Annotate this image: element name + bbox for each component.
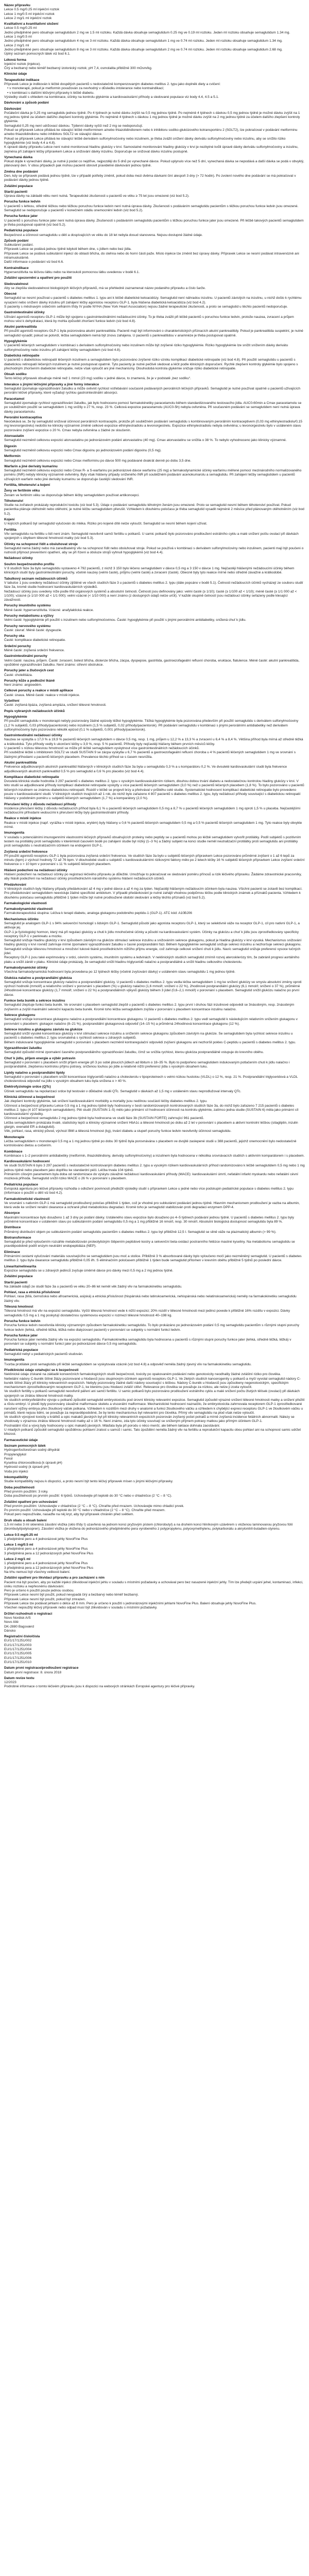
paragraph: Den, kdy se přípravek podává jednou týdně, lze v případě potřeby změnit, pokud doba mezi dvěma dávkami činí alespoň 3 dny (> 72 hodin). Po zvolení nového dne podávání se má pokračovat v podávání dávky jednou týdně. <box>4 174 296 182</box>
section-heading: Paracetamol <box>4 397 25 401</box>
section-heading: Porucha funkce ledvin <box>4 200 41 204</box>
paragraph: Další informace o podávání viz bod 6.6. <box>4 260 64 264</box>
paragraph: U pacientů léčených semaglutidem v kombinaci s derivátem sulfonylmočoviny nebo inzulinem může být zvýšené riziko hypoglykémie. Riziko hypoglykémie lze snížit snížením dávky derivátu sulfonylmočoviny nebo inzulinu při zahájení léčby semaglutidem (viz bod 4.8). <box>4 344 288 352</box>
paragraph: Pro předávkování semaglutidem neexistuje žádné specifické antidotum. V případě předávkování je nutné zahájit vhodnou podpůrnou léčbu podle klinických známek a příznaků pacienta. Vzhledem k dlouhému poločasu semaglutidu přibližně 1 týden může být nutné prodloužené období sledování a léčby těchto příznaků (viz bod 5.2). <box>4 891 301 900</box>
paragraph: Datum první registrace: 8. února 2018 <box>4 1670 62 1674</box>
paragraph: Semaglutid zpomaluje vyprazdňování žaludku a může ovlivnit rychlost vstřebávání současně podávaných perorálních léčivých přípravků. Semaglutid je nutné používat opatrně u pacientů užívajících perorální léčivé přípravky, které vyžadují rychlou gastrointestinální absorpci. <box>4 387 301 395</box>
paragraph: Reakce v místě injekce (např. vyrážka v místě injekce, erytém) byly hlášeny u 0,6 % pacientů léčených semaglutidem 0,5 mg a 0,5 % pacientů léčených semaglutidem 1 mg. Tyto reakce byly obvykle mírné. <box>4 821 302 829</box>
paragraph: Primárním cílovým parametrem byla doba od randomizace do výskytu závažné nežádoucí kardiovaskulární příhody (MACE): kardiovaskulární úmrtí, nefatální infarkt myokardu nebo nefatální cévní mozková příhoda. Semaglutid snížil riziko MACE o 26 % v porovnání s placebem. <box>4 1173 298 1181</box>
paragraph: U pacientů s lehkou, středně těžkou nebo těžkou poruchou funkce ledvin není nutná úprava dávky. Zkušenosti s podáváním semaglutidu pacientům s těžkou poruchou funkce ledvin jsou omezené. Semaglutid se nedoporučuje u pacientů v konečném stádiu onemocnění ledvin (viz bod 5.2). <box>4 204 299 213</box>
paragraph: U kojících potkanů byl semaglutid vylučován do mléka. Riziko pro kojené dítě nelze vyloučit. Semaglutid se nesmí během kojení užívat. <box>4 522 208 526</box>
section-heading: Glukóza nalačno a postprandiální glukóza <box>4 976 72 980</box>
section-heading: Datum revize textu <box>4 1676 35 1680</box>
section-heading: Eliminace <box>4 1250 20 1254</box>
section-heading: Přerušení léčby z důvodu nežádoucí příhody <box>4 802 76 806</box>
section-heading: Souhrn bezpečnostního profilu <box>4 562 55 566</box>
section-heading: Warfarin a jiné deriváty kumarinu <box>4 464 58 468</box>
paragraph: Časté: zvýšená lipáza, zvýšená amyláza, snížení tělesné hmotnosti. <box>4 703 107 707</box>
section-heading: Fertilita, těhotenství a kojení <box>4 483 50 487</box>
paragraph: Semaglutid v porovnání s placebem snížil příjem energie při 3 po sobě jdoucích jídlech ad libitum o 18–35 %. Bylo to podpořeno semaglutidem indukovaným potlačením chuti k jídlu nalačno i postprandiálně, zlepšenou kontrolou příjmu potravy, sníženou touhou po jídle a relativně nižší preferencí jídla s vysokým obsahem tuku. <box>4 1060 290 1069</box>
paragraph: Přípravek Lekce je indikován k léčbě dospělých pacientů s nedostatečně kompenzovaným diabetes mellitus 2. typu jako doplněk diety a cvičení: <box>4 82 221 87</box>
paragraph: V tabulce 1 jsou uvedeny nežádoucí účinky zjištěné ve všech studiích fáze 3 u pacientů s diabetes mellitus 2. typu (dále popsáno v bodě 5.1). Četnosti nežádoucích účinků vycházejí ze souboru studií fáze 3a, kromě studie hodnocení kardiovaskulárních výsledků. <box>4 581 303 589</box>
paragraph: Přípravek Lekce nesmí být použit, pokud nevypadá čirý a bezbarvý nebo téměř bezbarvý. <box>4 1593 139 1597</box>
paragraph: Na základě údajů ze studií fáze 3a u pacientů ve věku 20–86 let neměl věk žádný vliv na farmakokinetiku semaglutidu. <box>4 1284 182 1289</box>
paragraph: V souladu s potenciálními imunogenními vlastnostmi léčivých přípravků obsahujících proteiny nebo peptidy se u pacientů mohou po léčbě semaglutidem vytvořit protilátky. Podíl subjektů s pozitivním testem na protilátky proti semaglutidu v kterémkoli časovém bodě po zahájení studie byl nízký (1–3 %) a žádný subjekt na konci studie neměl neutralizační protilátky proti semaglutidu ani protilátky proti semaglutidu s neutralizačním účinkem na endogenní GLP-1. <box>4 835 301 848</box>
paragraph: Po prvním použití: Uchovávejte při teplotě do 30 °C nebo v chladničce (2 °C – 8 °C). Chraňte před mrazem. <box>4 1509 166 1513</box>
section-heading: Seznam pomocných látek <box>4 1444 46 1448</box>
paragraph: Jedno předplněné pero obsahuje semaglutidum 4 mg ve 3 ml roztoku. Každá dávka obsahuje semaglutidum 1 mg ve 0.74 ml roztoku. Jeden ml roztoku obsahuje semaglutidum 1.34 mg. <box>4 39 283 43</box>
section-heading: Tělesná hmotnost <box>4 1305 33 1309</box>
paragraph: DK-2880 Bagsværd <box>4 1624 34 1629</box>
paragraph: Pohlaví, rasa (bílá, černošská nebo afroamerická, asijská) a etnická příslušnost (hispánská nebo latinskoamerická, nehispánská nebo nelatinskoamerická) neměly na farmakokinetiku semaglutidu žádný vliv. <box>4 1295 297 1303</box>
paragraph: Semaglutid nemá žádný nebo má zanedbatelný vliv na schopnost řídit nebo obsluhovat stroje. Pokud se používá v kombinaci s derivátem sulfonylmočoviny nebo inzulinem, pacienti mají být poučeni o nutnosti přijmout preventivní opatření, aby se při řízení a obsluze strojů vyhnuli hypoglykémii (viz bod 4.4). <box>4 546 304 555</box>
paragraph: Semaglutid způsobil mírné zpomalení časného postprandiálního vyprazdňování žaludku, čímž se snížila rychlost, kterou glukóza postprandiálně vstupuje do krevního oběhu. <box>4 1050 264 1055</box>
section-heading: Předklinické údaje vztahující se k bezpečnosti <box>4 1368 79 1372</box>
paragraph: Semaglutid snižuje koncentrace glukagonu nalačno a postprandiální koncentrace glukagonu. U pacientů s diabetes mellitus 2. typu vedl semaglutid k následujícím relativním snížením glukagonu v porovnání s placebem: glukagon nalačno (8–21 %), postprandiální glukagonová odpověď (14–15 %) a průměrná 24hodinová koncentrace glukagonu (12 %). <box>4 1018 298 1026</box>
section-heading: Starší pacienti <box>4 190 28 194</box>
paragraph: Tento léčivý přípravek obsahuje méně než 1 mmol (23 mg) sodíku v jedné dávce, to znamená, že je v podstatě „bez sodíku“. <box>4 377 191 381</box>
paragraph: Tělesná hmotnost má vliv na expozici semaglutidu. Vyšší tělesná hmotnost vede k nižší expozici; 20% rozdíl v tělesné hmotnosti mezi jedinci povede k přibližně 16% rozdílu v expozici. Dávky semaglutidu 0,5 mg a 1 mg poskytují dostatečnou systémovou expozici v rozmezí tělesné hmotnosti 40–198 kg. <box>4 1309 290 1317</box>
section-heading: Lekce 2 mg/1 ml <box>4 1557 30 1562</box>
paragraph: Ve srovnání s nativním GLP-1 má semaglutid prodloužený poločas přibližně 1 týden, což je vhodné pro subkutánní podávání jednou týdně. Hlavním mechanismem prodloužení je vazba na albumin, která vede ke snížení renální clearance a ochraně před metabolickou degradací. Kromě toho je semaglutid stabilizován proti degradaci enzymem DPP-4. <box>4 1201 300 1210</box>
paragraph: Lekce 2 mg/1 ml <box>4 43 29 47</box>
paragraph: Studie na zvířatech prokázaly reprodukční toxicitu (viz bod 5.3). Údaje o podávání semaglutidu těhotným ženám jsou omezené. Proto se semaglutid nesmí během těhotenství používat. Pokud pacientka plánuje otěhotnět nebo otěhotní, je nutné léčbu semaglutidem přerušit. Vzhledem k dlouhému poločasu je třeba semaglutid vysadit nejméně 2 měsíce před plánovaným otěhotněním (viz bod 5.2). <box>4 503 304 516</box>
section-heading: Zvláštní populace <box>4 1275 33 1279</box>
paragraph: Velmi časté: nauzea, průjem. Časté: zvracení, bolest břicha, distenze břicha, zácpa, dyspepsie, gastritida, gastroezofageální refluxní choroba, eruktace, flatulence. Méně časté: akutní pankreatitida, opožděné vyprazdňování žaludku. Není známo: střevní obstrukce. <box>4 658 300 667</box>
section-heading: Mechanismus účinku <box>4 917 39 921</box>
paragraph: Přípravek Lekce nesmí být použit, pokud byl zmrazen. <box>4 1597 86 1601</box>
paragraph: Nauzea se vyskytla u 17,0 % a 19,9 % pacientů léčených semaglutidem v dávce 0,5 mg, resp. 1 mg, průjem u 12,2 % a 13,3 % a zvracení u 6,4 % a 8,4 %. Většina příhod byla mírná až středně těžká a krátkodobá. Tyto příhody vedly k ukončení léčby u 3,9 %, resp. 5 % pacientů. Příhody byly nejčastěji hlášeny během prvních měsíců léčby. <box>4 738 303 746</box>
paragraph: Všechna farmakodynamická hodnocení byla provedena po 12 týdnech léčby (včetně zvyšování dávky) v ustáleném stavu semaglutidu 1 mg jednou týdně. <box>4 970 235 974</box>
paragraph: Ženám ve fertilním věku se doporučuje během léčby semaglutidem používat antikoncepci. <box>4 493 140 497</box>
section-heading: Klinické údaje <box>4 72 27 76</box>
section-heading: Akutní pankreatitida <box>4 325 37 329</box>
paragraph: 3 předplněná pera a 12 jednorázových jehel NovoFine Plus <box>4 1551 94 1555</box>
section-heading: Imunogenita <box>4 831 25 835</box>
paragraph: Během indukované hypoglykémie semaglutid v porovnání s placebem nezměnil kontraregulační odpovědi zvýšení glukagonu ani nezhoršil pokles C-peptidu u pacientů s diabetes mellitus 2. typu. <box>4 1040 296 1044</box>
paragraph: Pokud se přípravek Lekce přidává ke stávající léčbě metforminem a/nebo thiazolidindionem nebo k inhibitoru sodíko-glukózového kotransportéru 2 (SGLT2), lze pokračovat v podávání metforminu a/nebo thiazolidindionu nebo inhibitoru SGLT2 ve stávající dávce. <box>4 128 298 137</box>
paragraph: Účinnost a bezpečnost přípravku Lekce 0,5 mg a 1 mg jednou týdně byly hodnoceny v šesti randomizovaných kontrolovaných studiích fáze 3a, do nichž bylo zařazeno 7 215 pacientů s diabetes mellitus 2. typu (4 107 léčených semaglutidem). Pět studií (SUSTAIN 1–5) mělo jako primární cíl hodnocení účinnosti na kontrolu glykémie, zatímco jedna studie (SUSTAIN 6) měla jako primární cíl kardiovaskulární výsledky. <box>4 1104 299 1116</box>
section-heading: Starší pacienti <box>4 1280 28 1284</box>
section-heading: Zvláštní upozornění a opatření pro použití <box>4 276 72 280</box>
paragraph: Semaglutid snižuje hladinu glukózy v krvi způsobem závislým na glukóze stimulací sekrece inzulinu a snižováním sekrece glukagonu, pokud je hladina glukózy v krvi vysoká. Mechanismus snižování hladiny glukózy v krvi rovněž zahrnuje mírné zpomalení vyprazdňování žaludku v časné postprandiální fázi. Během hypoglykémie semaglutid snižuje sekreci inzulinu a nezhoršuje sekreci glukagonu. <box>4 939 302 947</box>
section-heading: Způsob podání <box>4 239 29 243</box>
paragraph: Novo Nordisk A/S <box>4 1616 31 1620</box>
paragraph: Věk, pohlaví, rasa, etnický původ, výchozí BMI a tělesná hmotnost (kg), trvání diabetu a stupeň poruchy funkce ledvin neovlivnily účinnost semaglutidu. <box>4 1129 232 1133</box>
paragraph: GLP-1 je fyziologický hormon, který má při regulaci glukózy a chuti k jídlu mnohočetné účinky a působí na kardiovaskulární systém. Účinky na glukózu a chuť k jídlu jsou zprostředkovány specificky receptory GLP-1 v pankreatu a mozku. <box>4 930 299 938</box>
paragraph: Semaglutid se nesmí používat u pacientů s diabetes mellitus 1. typu ani k léčbě diabetické ketoacidózy. Semaglutid není náhradou inzulinu. U pacientů závislých na inzulinu, u nichž došlo k rychlému vysazení nebo snížení dávky inzulinu při zahájení léčby agonistou receptoru GLP-1, byla hlášena diabetická ketoacidóza (viz bod 4.2). <box>4 296 302 304</box>
section-heading: Celkové poruchy a reakce v místě aplikace <box>4 689 73 693</box>
section-heading: Pediatrická populace <box>4 1348 38 1352</box>
section-heading: Účinky na schopnost řídit a obsluhovat stroje <box>4 542 78 546</box>
section-heading: Předávkování <box>4 883 26 887</box>
paragraph: Porucha funkce ledvin neovlivnila klinicky významným způsobem farmakokinetiku semaglutidu. To bylo prokázáno po jednorázovém podání 0,5 mg semaglutidu pacientům s různými stupni poruchy funkce ledvin (lehká, středně těžká, těžká nebo dialyzovaní pacienti) v porovnání se subjekty s normální funkcí ledvin. <box>4 1324 300 1332</box>
paragraph: Pokud se přípravek Lekce přidává ke stávající léčbě derivátem sulfonylmočoviny nebo inzulinem, je třeba zvážit snížení dávky derivátu sulfonylmočoviny nebo inzulinu, aby se snížilo riziko hypoglykémie (viz body 4.4 a 4.8). <box>4 137 286 145</box>
paragraph: Hlášení podezření na nežádoucí účinky po registraci léčivého přípravku je důležité. Umožňuje to pokračovat ve sledování poměru přínosů a rizik léčivého přípravku. Žádáme zdravotnické pracovníky, aby hlásili podezření na nežádoucí účinky prostřednictvím národního systému hlášení nežádoucích účinků. <box>4 873 302 881</box>
paragraph: Úplný seznam pomocných látek viz bod 6.1. <box>4 52 71 56</box>
paragraph: Semaglutid nezměnil celkovou expozici atorvastatinu po jednorázovém podání atorvastatinu (40 mg). Cmax atorvastatinu se snížila o 38 %. To nebylo vyhodnoceno jako klinicky významné. <box>4 438 287 443</box>
section-heading: Poruchy kůže a podkožní tkáně <box>4 679 55 683</box>
section-heading: Inkompatibility <box>4 1476 28 1480</box>
paragraph: Hydroxid sodný (k úpravě pH) <box>4 1465 49 1469</box>
section-heading: Lekce 0.5 mg/0.25 ml <box>4 1533 38 1537</box>
paragraph: Semaglutid snížil vysoké koncentrace glukózy v krvi stimulací sekrece inzulinu a snížením sekrece glukagonu způsobem závislým na glukóze. Se semaglutidem byla rychlost sekrece inzulinu u pacientů s diabetes mellitus 2. typu srovnatelná s rychlostí sekrece u zdravých subjektů. <box>4 1032 293 1040</box>
paragraph: Přípravek Lekce lze podávat jehlami o délce až 8 mm. Pero je určeno k použití s jednorázovými injekčními jehlami NovoFine Plus. Balení obsahuje jehly NovoFine Plus. <box>4 1602 257 1606</box>
paragraph: 1,5 ml nebo 3 ml skleněná zásobní vložka (sklo třídy I) uzavřená na jednom konci pryžovým pístem (chlorobutyl) a na druhém konci hliníkovým uzávěrem s vloženou laminovanou pryžovou fólií (brombutyl/polyisopren). Zásobní vložka je vložena do jednorázového předplněného pera vyrobeného z polypropylenu, polyoxymethylenu, polykarbonátu a akrylonitril-butadien-styrenu. <box>4 1523 293 1531</box>
paragraph: Incidence přerušení léčby z důvodu nežádoucích příhod byla 6,1 % u pacientů léčených semaglutidem 0,5 mg a 8,7 % u pacientů léčených semaglutidem 1 mg oproti 1,5 % u placeba. Nejčastějšími nežádoucími příhodami vedoucími k přerušení léčby byly gastrointestinální příhody. <box>4 806 301 815</box>
section-heading: Zvláštní opatření pro uchovávání <box>4 1500 58 1504</box>
paragraph: Časté: závrať. Méně časté: dysgeuzie. <box>4 628 62 632</box>
section-heading: Farmakodynamické účinky <box>4 965 48 970</box>
section-heading: Gastrointestinální nežádoucí účinky <box>4 734 62 738</box>
paragraph: Méně časté: zvýšená srdeční frekvence. <box>4 649 65 653</box>
paragraph: Semaglutid je analogem GLP-1 s 94% sekvenční homologií s lidským GLP-1. Semaglutid působí jako agonista receptoru GLP-1, který se selektivně váže na receptor GLP-1, cíl pro nativní GLP-1, a aktivuje jej. <box>4 922 300 930</box>
paragraph: Semaglutid nebyl u pediatrických pacientů studován. <box>4 1352 83 1357</box>
paragraph: 12/2023 <box>4 1681 16 1685</box>
section-heading: Lipidy nalačno a postprandiální lipidy <box>4 1071 65 1075</box>
paragraph: Neklinické údaje získané na základě konvenčních farmakologických studií bezpečnosti, toxicity po opakovaném podávání nebo genotoxicity neodhalily žádné zvláštní riziko pro člověka. <box>4 1372 281 1377</box>
paragraph: Léčba semaglutidem prokázala trvalé, statisticky lepší a klinicky významné snížení HbA1c a tělesné hmotnosti po dobu až 2 let v porovnání s placebem a aktivní kontrolní léčbou (sitagliptin, inzulin glargin, exenatid ER a dulaglutid). <box>4 1121 298 1129</box>
section-heading: Vynechaná dávka <box>4 155 33 159</box>
section-heading: Imunogenita <box>4 1358 25 1362</box>
paragraph: EU/1/17/1251/003 <box>4 1643 32 1647</box>
section-heading: Kvalitativní a kvantitativní složení <box>4 22 59 26</box>
section-heading: Poruchy oka <box>4 634 25 638</box>
paragraph: Kyselina chlorovodíková (k úpravě pH) <box>4 1461 62 1465</box>
paragraph: Úprava dávky na základě věku není nutná. Terapeutické zkušenosti u pacientů ve věku ≥ 75 let jsou omezené (viz bod 5.2). <box>4 194 190 198</box>
section-heading: Kardiovaskulární hodnocení <box>4 1160 50 1164</box>
section-heading: Diabetická retinopatie <box>4 353 40 358</box>
paragraph: Doba použitelnosti po prvním použití: 6 týdnů. Uchovávejte při teplotě do 30 °C nebo v chladničce (2 °C – 8 °C). <box>4 1494 173 1498</box>
section-heading: Pediatrická populace <box>4 229 38 233</box>
paragraph: Semaglutid zpomaluje rychlost vyprazdňování žaludku, jak bylo hodnoceno pomocí farmakokinetiky paracetamolu během standardizovaného testovacího jídla. AUC0-60min a Cmax paracetamolu se po souběžném použití se semaglutidem 1 mg snížily o 27 %, resp. 23 %. Celková expozice paracetamolu (AUC0-5h) nebyla ovlivněna. Při současném podávání se semaglutidem není nutná úprava dávky paracetamolu. <box>4 401 302 414</box>
paragraph: Před prvním použitím: Uchovávejte v chladničce (2 °C – 8 °C). Chraňte před mrazem. Uchovávejte mimo chladicí prvek. <box>4 1504 184 1508</box>
paragraph: Na trhu nemusí být všechny velikosti balení. <box>4 1570 71 1574</box>
section-heading: Léková forma <box>4 58 26 62</box>
list-item: • v kombinaci s dalšími léčivými přípravky k léčbě diabetu. <box>7 91 95 95</box>
section-heading: Poruchy nervového systému <box>4 624 51 628</box>
section-heading: Monoterapie <box>4 1135 25 1139</box>
section-heading: Hypoglykémie <box>4 715 27 719</box>
section-heading: Pohlaví, rasa a etnická příslušnost <box>4 1291 60 1295</box>
paragraph: Semaglutid nezměnil celkovou expozici nebo Cmax digoxinu po jednorázovém podání digoxinu (0,5 mg). <box>4 448 162 452</box>
paragraph: Ve studiích embryofetálního vývoje u potkanů způsobil semaglutid embryotoxicitu pod úrovní klinicky relevantní expozice. Semaglutid způsobil výrazné snížení tělesné hmotnosti matky a snížení přežití a růstu embryí. U plodů byly pozorovány závažné malformace skeletu a viscerální malformace. Mechanistické hodnocení naznačilo, že embryotoxicita zahrnovala receptorem GLP-1 zprostředkované narušení výživy embrya přes žloutkový váček potkana. Vzhledem k rozdílům mezi druhy v anatomii a funkci žloutkového váčku a vzhledem k chybějící expresi receptoru GLP-1 ve žloutkovém váčku u primátů, které nejsou lidmi, se považuje za nepravděpodobné, že by tento mechanismus byl relevantní pro člověka. Přímý vliv semaglutidu na plod však nelze vyloučit. <box>4 1398 305 1415</box>
section-heading: Digoxin <box>4 444 17 448</box>
section-heading: Držitel rozhodnutí o registraci <box>4 1612 53 1616</box>
paragraph: Ve studii SUSTAIN 6 bylo 3 297 pacientů s nedostatečně kontrolovaným diabetes mellitus 2. typu a vysokým rizikem kardiovaskulárních příhod randomizováno k léčbě semaglutidem 0,5 mg nebo 1 mg jednou týdně nebo placebem jako doplňku ke standardní péči. Léčba trvala 104 týdnů. <box>4 1164 305 1172</box>
paragraph: Čirý a bezbarvý nebo téměř bezbarvý izotonický roztok; pH 7,4, osmolalita přibližně 300 mOsm/kg. <box>4 66 152 71</box>
section-heading: Obecné <box>4 292 17 296</box>
section-heading: Registrační číslo/čísla <box>4 1635 40 1639</box>
list-item: • v monoterapii, pokud je metformin považován za nevhodný v důsledku intolerance nebo kontraindikací; <box>7 87 164 91</box>
paragraph: Podrobné informace o tomto léčivém přípravku jsou k dispozici na webových stránkách Evropské agentury pro léčivé přípravky. <box>4 1685 195 1689</box>
section-heading: Gastrointestinální poruchy <box>4 654 47 658</box>
section-heading: Obsah sodíku <box>4 372 27 377</box>
section-heading: Porucha funkce jater <box>4 214 38 218</box>
paragraph: Maximální koncentrace bylo dosaženo 1 až 3 dny po podání dávky. Ustáleného stavu expozice bylo dosaženo po 4–5 týdnech podávání jednou týdně. U pacientů s diabetes mellitus 2. typu byly průměrné koncentrace v ustáleném stavu po subkutánním podání semaglutidu 0,5 mg a 1 mg přibližně 16 nmol/l, resp. 30 nmol/l. Absolutní biologická dostupnost semaglutidu byla 89 %. <box>4 1215 294 1224</box>
section-heading: Absorpce <box>4 1211 20 1215</box>
paragraph: V 8 studiích fáze 3a bylo semaglutidu vystaveno 4 792 pacientů, z nichž 3 150 bylo léčeno semaglutidem v dávce 0,5 mg a 3 150 v dávce 1 mg. Nejčastěji hlášenými nežádoucími účinky během klinických studií byly gastrointestinální poruchy, včetně nauzey (velmi časté), průjmu (velmi časté) a zvracení (časté). Obecně byly tyto reakce mírné nebo středně závažné a krátkodobé. <box>4 567 295 575</box>
section-heading: Akutní pankreatitida <box>4 760 37 765</box>
paragraph: EU/1/17/1251/006 <box>4 1656 32 1660</box>
section-heading: Dávkování a způsob podání <box>4 101 49 105</box>
section-heading: Farmakokinetické vlastnosti <box>4 1197 50 1201</box>
paragraph: Časté: komplikace diabetické retinopatie. <box>4 638 66 642</box>
paragraph: Při použití agonistů receptoru GLP-1 byla pozorována akutní pankreatitida. Pacienti mají být informováni o charakteristických příznacích akutní pankreatitidy. Pokud je pankreatitida suspektní, je nutné semaglutid vysadit; pokud se potvrdí, léčba semaglutidem nemá být znovu zahájena. U pacientů s pankreatitidou v anamnéze je třeba postupovat opatrně. <box>4 329 303 337</box>
section-heading: Zvláštní populace <box>4 184 33 188</box>
paragraph: EU/1/17/1251/004 <box>4 1648 32 1652</box>
paragraph: Nežádoucí účinky jsou uvedeny níže podle tříd orgánových systémů a absolutní četnosti. Četnosti jsou definovány jako: velmi časté (≥ 1/10); časté (≥ 1/100 až < 1/10); méně časté (≥ 1/1 000 až < 1/100); vzácné (≥ 1/10 000 až < 1/1 000); velmi vzácné (< 1/10 000) a není známo (z dostupných údajů nelze určit). V každé skupině četností jsou nežádoucí účinky seřazeny podle klesající závažnosti. <box>4 589 297 602</box>
paragraph: Postnatální růst a vývoj byly hodnoceny u opic makaků jávských. Mláďata byla při porodu o něco menší, ale během laktace dohnala zaostávání. <box>4 1423 220 1428</box>
paragraph: Novo Allé <box>4 1620 19 1624</box>
section-heading: Hypoglykémie <box>4 340 27 344</box>
section-heading: Komplikace diabetické retinopatie <box>4 775 59 779</box>
section-heading: Farmaceutické údaje <box>4 1438 38 1442</box>
paragraph: Ve studiích vývojové toxicity u králíků a opic makaků jávských byl při klinicky relevantních expozicích pozorován zvýšený počet potratů a mírně zvýšená incidence fetálních abnormalit. Nálezy se shodovaly s výraznou ztrátou tělesné hmotnosti matky až o 16 %. Není známo, zda tyto účinky souvisejí se sníženým příjmem potravy matkou jako přímým účinkem GLP-1. <box>4 1415 295 1423</box>
paragraph: Časté: únava. Méně časté: reakce v místě injekce. <box>4 693 80 697</box>
paragraph: Hypersenzitivita na léčivou látku nebo na kteroukoli pomocnou látku uvedenou v bodě 6.1. <box>4 270 140 274</box>
section-heading: Změna dne podávání <box>4 170 38 174</box>
section-heading: Pediatrická populace <box>4 1182 38 1187</box>
section-heading: Název přípravku <box>4 4 30 7</box>
paragraph: Přípravek Lekce se podává jednou týdně kdykoli během dne, s jídlem nebo bez jídla. <box>4 247 132 251</box>
paragraph: Primárními cestami vylučování materiálu souvisejícího se semaglutidem jsou moč a stolice. Přibližně 3 % absorbované dávky bylo vyloučeno močí jako nezměněný semaglutid. U pacientů s diabetes mellitus 2. typu byla clearance semaglutidu přibližně 0,05 l/h. S eliminačním poločasem přibližně 1 týden bude semaglutid přítomen v krevním oběhu přibližně 5 týdnů po poslední dávce. <box>4 1255 302 1263</box>
paragraph: Frekvence adjudikovaných akutních pankreatitid hlášených v klinických studiích fáze 3a byla u semaglutidu 0,3 % a u komparátoru 0,2 %. Ve dvouleté kardiovaskulární studii byla frekvence adjudikovaných akutních pankreatitid 0,5 % pro semaglutid a 0,6 % pro placebo (viz bod 4.4). <box>4 765 287 773</box>
paragraph: U mladých potkanů způsobil semaglutid opožděnou pohlavní zralost u samců i samic. Tato zpoždění neměla žádný vliv na fertilitu a reprodukční kapacitu obou pohlaví ani na schopnost samic udržet březost. <box>4 1428 301 1436</box>
paragraph: 1 předplněné pero a 4 jednorázové jehly NovoFine Plus <box>4 1547 88 1551</box>
paragraph: Užívání agonistů receptoru GLP-1 může být spojeno s gastrointestinálními nežádoucími účinky. To je třeba zvážit při léčbě pacientů s poruchou funkce ledvin, protože nauzea, zvracení a průjem mohou vést k dehydrataci, která by mohla způsobit zhoršení funkce ledvin (viz bod 4.8). <box>4 315 294 323</box>
section-heading: Poruchy imunitního systému <box>4 604 51 608</box>
section-heading: Dávkování <box>4 107 21 111</box>
paragraph: K úpravě dávky přípravku Lekce není nutné monitorovat hladinu glukózy v krvi. Samostatné monitorování hladiny glukózy v krvi je nezbytné kvůli úpravě dávky derivátu sulfonylmočoviny a inzulinu, zejména při zahájení léčby přípravkem Lekce a snižování dávky inzulinu. Doporučuje se snižovat dávku inzulinu postupně. <box>4 145 299 154</box>
paragraph: Pokud dojde k vynechání dávky, je nutné ji podat co nejdříve, nejpozději do 5 dnů po vynechané dávce. Pokud uplynulo více než 5 dní, vynechaná dávka se nepodává a další dávka se podá v obvyklý, plánovaný den. V obou případech pak mohou pacienti obnovit pravidelné dávkování jednou týdně. <box>4 160 304 168</box>
paragraph: Kombinace s 1–2 perorálními antidiabetiky (metformin, thiazolidindiony, deriváty sulfonylmočoviny) a inzulinem byla hodnocena v několika srovnávacích studiích s aktivním komparátorem i s placebem. <box>4 1154 305 1158</box>
paragraph: Propylenglykol <box>4 1452 26 1456</box>
paragraph: Účinek semaglutidu na repolarizaci srdce byl testován v důkladné studii QTc. Semaglutid v dávkách až 1,5 mg v ustáleném stavu neprodlužoval intervaly QTc. <box>4 1089 242 1093</box>
paragraph: Fenol <box>4 1456 13 1461</box>
paragraph: Hydrogenfosforečnan sodný dihydrát <box>4 1448 60 1452</box>
paragraph: Při souběžné léčbě s inhibitorem SGLT2 ve studii SUSTAIN 9 se zácpa vyskytla u 6,7 % pacientů a gastroezofageální refluxní choroba u 4 % pacientů léčených semaglutidem 1 mg ve srovnání s žádnými příhodami u pacientů léčených placebem. Prevalence těchto příhod se s časem nesnížila. <box>4 751 296 759</box>
paragraph: Pokud pero nepoužíváte, nasaďte na něj kryt, aby byl přípravek chráněn před světlem. <box>4 1513 134 1517</box>
paragraph: Jedno předplněné pero obsahuje semaglutidum 2 mg ve 1.5 ml roztoku. Každá dávka obsahuje semaglutidum 0.25 mg ve 0.19 ml roztoku. Jeden ml roztoku obsahuje semaglutidum 1.34 mg. <box>4 30 290 35</box>
section-heading: Perorální kontraceptiva <box>4 415 42 419</box>
section-heading: Těhotenství <box>4 499 24 503</box>
paragraph: Dánsko <box>4 1629 16 1633</box>
section-heading: Tabulkový seznam nežádoucích účinků <box>4 577 67 581</box>
section-heading: Farmakologické vlastnosti <box>4 901 47 905</box>
section-heading: Hlášení podezření na nežádoucí účinky <box>4 868 67 872</box>
paragraph: 1 předplněné pero a 4 jednorázové jehly NovoFine Plus <box>4 1537 88 1541</box>
section-heading: Nežádoucí účinky <box>4 556 33 561</box>
paragraph: Semaglutid 0,25 mg není udržovací dávkou. Týdenní dávky vyšší než 2 mg se nedoporučují. <box>4 124 143 128</box>
section-heading: Kontraindikace <box>4 266 29 270</box>
paragraph: Pero je určeno k použití pouze jednou osobou. <box>4 1589 74 1593</box>
paragraph: Výsledky studií s ohledem na kombinace, účinky na kontrolu glykémie a kardiovaskulární příhody a sledované populace viz body 4.4, 4.5 a 5.1. <box>4 95 219 99</box>
section-heading: Klinická účinnost a bezpečnost <box>4 1095 55 1099</box>
paragraph: Semaglutid zlepšuje funkci beta buněk. Ve srovnání s placebem semaglutid zlepšil u pacientů s diabetes mellitus 2. typu první i druhou fázi inzulinové odpovědi se 3násobným, resp. 2násobným zvýšením a zvýšil maximální sekreční kapacitu beta buněk. Kromě toho léčba semaglutidem zvýšila v porovnání s placebem koncentrace inzulinu nalačno. <box>4 1003 295 1011</box>
paragraph: Vliv semaglutidu na fertilitu u lidí není znám. Semaglutid neovlivnil samčí fertilitu u potkanů. U samic potkanů bylo pozorováno prodloužení estrálního cyklu a malé snížení počtu ovulací při dávkách spojených s úbytkem tělesné hmotnosti matky (viz bod 5.3). <box>4 532 299 540</box>
paragraph: Při použití semaglutidu v monoterapii nebyly pozorovány žádné epizody těžké hypoglykémie. Těžká hypoglykémie byla pozorována především při použití semaglutidu s derivátem sulfonylmočoviny (1,2 % subjektů, 0,03 příhody/pacientorok) nebo inzulinem (1,5 % subjektů, 0,02 příhody/pacientorok). Při podávání semaglutidu v kombinaci s jinými perorálními antidiabetiky než derivátem sulfonylmočoviny bylo pozorováno několik epizod (0,1 % subjektů, 0,001 příhody/pacientorok). <box>4 719 299 732</box>
paragraph: Semaglutid nezměnil celkovou expozici nebo Cmax R- a S-warfarinu po jednorázové dávce warfarinu (25 mg) a farmakodynamické účinky warfarinu měřené pomocí mezinárodního normalizovaného poměru (INR) nebyly klinicky významně ovlivněny. Byly však hlášeny případy sníženého INR při souběžném podávání acenokumarolu a semaglutidu. Při zahájení léčby semaglutidem u pacientů užívajících warfarin nebo jiné deriváty kumarinu se doporučuje častější sledování INR. <box>4 469 302 481</box>
paragraph: Průměrný distribuční objem po subkutánním podání semaglutidu pacientům s diabetes mellitus 2. typu byl přibližně 12,5 l. Semaglutid se silně váže na plazmatický albumin (> 99 %). <box>4 1230 277 1234</box>
paragraph: Není známo: angioedém. <box>4 683 42 687</box>
paragraph: EU/1/17/1251/010 <box>4 1660 32 1664</box>
section-heading: Biotransformace <box>4 1235 31 1240</box>
section-heading: Elektrofyziologie srdce (QTc) <box>4 1085 51 1089</box>
section-heading: Zvláštní opatření pro likvidaci přípravku a pro zacházení s ním <box>4 1576 105 1580</box>
paragraph: Velmi časté: hypoglykémie při použití s inzulinem nebo sulfonylmočovinou. Časté: hypoglykémie při použití s jinými perorálními antidiabetiky, snížená chuť k jídlu. <box>4 618 246 622</box>
paragraph: Semaglutid v porovnání s placebem snížil koncentrace triglyceridů nalačno a cholesterolu v lipoproteinech s velmi nízkou hustotou (VLDL) o 12 %, resp. 21 %. Postprandiální triglyceridová a VLDL cholesterolová odpověď na jídlo s vysokým obsahem tuku byla snížena o > 40 %. <box>4 1075 298 1083</box>
paragraph: U pacientů s diabetickou retinopatií léčených inzulinem a semaglutidem bylo pozorováno zvýšené riziko vzniku komplikací diabetické retinopatie (viz bod 4.8). Při použití semaglutidu u pacientů s diabetickou retinopatií léčených inzulinem je nutné postupovat opatrně. Tyto pacienty je nutné pečlivě sledovat a léčit podle klinických doporučení. Rychlé zlepšení kontroly glykémie bylo spojeno s přechodným zhoršením diabetické retinopatie, nelze však vyloučit ani jiné mechanismy. Dlouhodobá kontrola glykémie snižuje riziko diabetické retinopatie. <box>4 358 298 370</box>
paragraph: Účinnost a bezpečnost semaglutidu 2 mg jednou týdně byla hodnocena ve studii fáze 3b (SUSTAIN FORTE) zahrnující 961 pacientů. <box>4 1116 204 1121</box>
section-heading: Atorvastatin <box>4 434 24 438</box>
paragraph: Při použití agonistů receptoru GLP-1 byla pozorována zvýšená srdeční frekvence. Ve studiích fáze 3a bylo u subjektů léčených přípravkem Lekce pozorováno průměrné zvýšení o 1 až 6 tepů za minutu (bpm) z výchozí hodnoty 72 až 76 bpm. V dlouhodobé studii u subjektů s kardiovaskulárními rizikovými faktory mělo po 2 letech léčby 16 % subjektů léčených přípravkem Lekce zvýšení srdeční frekvence o > 10 bpm v porovnání s 11 % subjektů léčených placebem. <box>4 854 305 867</box>
paragraph: Subkutánní podání. <box>4 243 34 247</box>
paragraph: Netletální nádory C-buněk štítné žlázy pozorované u hlodavců jsou skupinovým účinkem agonistů receptoru GLP-1. Ve 2letých studiích kancerogenity u potkanů a myší vyvolal semaglutid nádory C-buněk štítné žlázy při klinicky relevantních expozicích. Nebyly pozorovány žádné další nádory související s léčbou. Nádory C-buněk u hlodavců jsou způsobeny negenotoxickým, specifickým mechanismem zprostředkovaným receptorem GLP-1, ke kterému jsou hlodavci zvlášť citliví. Relevance pro člověka se považuje za nízkou, ale nelze ji zcela vyloučit. <box>4 1377 301 1389</box>
paragraph: Voda pro injekci <box>4 1469 28 1473</box>
paragraph: EU/1/17/1251/005 <box>4 1652 32 1656</box>
paragraph: Farmakoterapeutická skupina: Léčiva k terapii diabetu, analoga glukagonu podobného peptidu-1 (GLP-1). ATC kód: A10BJ06 <box>4 911 192 916</box>
section-heading: Srdeční poruchy <box>4 644 31 648</box>
paragraph: Injekční roztok (injekce). <box>4 62 41 66</box>
paragraph: Jedno předplněné pero obsahuje semaglutidum 8 mg ve 3 ml roztoku. Každá dávka obsahuje semaglutidum 2 mg ve 0.74 ml roztoku. Jeden ml roztoku obsahuje semaglutidum 2.68 mg. <box>4 47 283 52</box>
section-heading: Druh obalu a obsah balení <box>4 1518 47 1522</box>
paragraph: EU/1/17/1251/002 <box>4 1639 32 1643</box>
paragraph: Časté: cholelitiáza. <box>4 673 33 677</box>
paragraph: 1 předplněné pero a 4 jednorázové jehly NovoFine Plus <box>4 1562 88 1566</box>
section-heading: Porucha funkce jater <box>4 1333 38 1337</box>
section-heading: Poruchy jater a žlučových cest <box>4 669 54 673</box>
paragraph: Lekce 1 mg/0.5 ml <box>4 35 32 39</box>
section-heading: Sekrece inzulinu a glukagonu závislá na glukóze <box>4 1027 83 1031</box>
section-heading: Gastrointestinální účinky <box>4 311 45 315</box>
section-heading: Kojení <box>4 518 15 522</box>
paragraph: Semaglutid je před vyloučením rozsáhle metabolizován proteolytickým štěpením peptidové kostry a sekvenční beta-oxidací postranního řetězce mastné kyseliny. Na metabolismu semaglutidu se pravděpodobně podílí enzym neutrální endopeptidáza (NEP). <box>4 1240 295 1248</box>
paragraph: V klinických studiích byly hlášeny případy předávkování až 4 mg v jedné dávce a až 4 mg za týden. Nejčastěji hlášeným nežádoucím účinkem byla nauzea. Všichni pacienti se zotavili bez komplikací. <box>4 887 303 891</box>
paragraph: U pacientů s nízkou tělesnou hmotností se může při léčbě semaglutidem vyskytnout více gastrointestinálních nežádoucích účinků. <box>4 747 200 751</box>
paragraph: Dvouletá klinická studie hodnotila 3 297 pacientů s diabetes mellitus 2. typu s vysokým kardiovaskulárním rizikem, dlouhou dobou trvání diabetu a nedostatečnou kontrolou hladiny glukózy v krvi. V této studii se adjudikované příhody komplikací diabetické retinopatie vyskytly u více pacientů léčených semaglutidem (3,0 %) než u pacientů léčených placebem (1,8 %). To bylo pozorováno u pacientů léčených inzulinem se známou diabetickou retinopatií. Rozdíl v léčbě se projevil brzy a přetrvával v průběhu celé studie. Systematické hodnocení komplikací diabetické retinopatie bylo provedeno pouze v kardiovaskulární studii. V klinických studiích trvajících až 1 rok, do nichž bylo zařazeno 4 807 pacientů s diabetes mellitus 2. typu, byly nežádoucí příhody související s diabetickou retinopatií hlášeny v podobném poměru u subjektů léčených semaglutidem (1,7 %) a komparátory (2,0 %). <box>4 779 304 801</box>
section-heading: Vyšetření <box>4 699 20 703</box>
paragraph: Evropská agentura pro léčivé přípravky rozhodla o odložení povinnosti předložit výsledky studií s přípravkem Lekce u jedné nebo více podskupin pediatrické populace s diabetes mellitus 2. typu (informace o použití u dětí viz bod 4.2). <box>4 1187 294 1195</box>
paragraph: Počáteční dávka je 0,25 mg semaglutidu jednou týdně. Po 4 týdnech je nutné dávku zvýšit na 0,5 mg jednou týdně. Po nejméně 4 týdnech s dávkou 0,5 mg jednou týdně je možné dávku zvýšit na 1 mg jednou týdně za účelem dalšího zlepšení kontroly glykémie. Po nejméně 4 týdnech s dávkou 1 mg jednou týdně je možné dávku zvýšit na 2 mg jednou týdně za účelem dalšího zlepšení kontroly glykémie. <box>4 111 300 124</box>
section-heading: Popis vybraných nežádoucích účinků <box>4 709 65 713</box>
section-heading: Datum první registrace/prodloužení registrace <box>4 1666 79 1670</box>
section-heading: Zvýšená srdeční frekvence <box>4 850 48 854</box>
section-heading: Ženy ve fertilním věku <box>4 489 40 493</box>
paragraph: Semaglutid snižuje tělesnou hmotnost a množství tukové tkáně prostřednictvím nižšího příjmu energie, což zahrnuje celkové snížení chuti k jídlu. Navíc semaglutid snižuje preferenci vysoce tučných jídel. <box>4 947 301 956</box>
section-heading: Poruchy metabolismu a výživy <box>4 614 54 618</box>
paragraph: Méně časté: hypersenzitivita. Vzácné: anafylaktická reakce. <box>4 608 94 612</box>
section-heading: Funkce beta buněk a sekrece inzulinu <box>4 999 65 1003</box>
section-heading: Fertilita <box>4 528 16 532</box>
section-heading: Distribuce <box>4 1226 21 1230</box>
paragraph: Neočekává se, že by semaglutid snižoval účinnost perorálních kontraceptiv, protože při souběžném podávání semaglutidu s kombinovaným perorálním kontraceptivem (0,03 mg ethinylestradiolu/0,15 mg levonorgestrelu) nedošlo ke klinicky významné změně celkové expozice ethinylestradiolu a levonorgestrelu. Expozice ethinylestradiolu nebyla ovlivněna; u levonorgestrelu bylo v ustáleném stavu pozorováno zvýšení expozice o 20 %. Cmax nebyla ovlivněna u žádné ze sloučenin. <box>4 420 302 432</box>
section-heading: Linearita/nelinearita <box>4 1264 37 1268</box>
section-heading: Sledovatelnost <box>4 282 28 286</box>
section-heading: Lekce 1 mg/0.5 ml <box>4 1543 33 1547</box>
section-heading: Vyprazdňování žaludku <box>4 1046 42 1050</box>
paragraph: Lekce 0.5 mg/0.25 ml <box>4 26 37 30</box>
paragraph: Bezpečnost a účinnost semaglutidu u dětí a dospívajících ve věku do 18 let nebyla dosud stanovena. Nejsou dostupné žádné údaje. <box>4 233 203 237</box>
paragraph: Všechen nepoužitý léčivý přípravek nebo odpad musí být zlikvidován v souladu s místními požadavky. <box>4 1606 158 1610</box>
paragraph: Jak zlepšení kontroly glykémie, tak snížení kardiovaskulární morbidity a mortality jsou nedílnou součástí léčby diabetes mellitus 2. typu. <box>4 1099 208 1104</box>
paragraph: Semaglutid nezměnil celkovou expozici nebo Cmax metforminu po dávce 500 mg podávané dvakrát denně po dobu 3,5 dne. <box>4 459 192 463</box>
paragraph: Porucha funkce jater neměla žádný vliv na expozici semaglutidu. Farmakokinetika semaglutidu byla hodnocena u pacientů s různými stupni poruchy funkce jater (lehká, středně těžká, těžká) v porovnání se subjekty s normální funkcí jater po jednorázové dávce 0,5 mg semaglutidu. <box>4 1338 291 1346</box>
paragraph: Semaglutid snižuje koncentrace glukózy nalačno a postprandiální glukózy. U pacientů s diabetes mellitus 2. typu vedla léčba semaglutidem 1 mg ke snížení glukózy ve smyslu absolutní změny oproti výchozí hodnotě (mmol/l) a relativního snížení v porovnání s placebem (%) u glukózy nalačno (1,6 mmol/l; snížení o 22 %), 2hodinové postprandiální glukózy (6,1 mmol/l; snížení o 37 %), průměrné 24hodinové koncentrace glukózy (1,7 mmol/l; snížení o 22 %) a postprandiálních výkyvů glukózy během 3 jídel (0,6–2,1 mmol/l) v porovnání s placebem. Semaglutid snížil glukózu nalačno po první dávce. <box>4 980 302 997</box>
paragraph: Lekce 2 mg/1 ml injekční roztok <box>4 16 52 20</box>
section-heading: Chuť k jídlu, příjem energie a výběr potravin <box>4 1056 76 1060</box>
section-heading: Sekrece glukagonu <box>4 1013 36 1017</box>
paragraph: Před prvním použitím: 3 roky. <box>4 1489 48 1494</box>
paragraph: Tvorba protilátek proti semaglutidu při léčbě semaglutidem se vyskytovala vzácně (viz bod 4.8) a odpověď neměla žádný zjevný vliv na farmakokinetiku semaglutidu. <box>4 1362 252 1366</box>
section-heading: Doba použitelnosti <box>4 1485 35 1489</box>
section-heading: Kombinace <box>4 1149 23 1154</box>
paragraph: Pacient má být poučen, aby po každé injekci zlikvidoval injekční jehlu v souladu s místními požadavky a uchovával pero bez nasazené injekční jehly. Tím lze předejít ucpání jehel, kontaminaci, infekci, úniku roztoku a nepřesnému dávkování. <box>4 1580 303 1588</box>
paragraph: Receptory GLP-1 jsou také exprimovány v srdci, cévním systému, imunitním systému a ledvinách. V neklinických studiích semaglutid zmírnil rozvoj aterosklerózy tím, že zabránil progresi aortálního plaku a snížil zánět v plaku. Klinické údaje prokázaly, že semaglutid snížil hladinu triglyceridů nalačno a postprandiálně a snížil hladinu celkového cholesterolu. <box>4 956 300 964</box>
section-heading: Reakce v místě injekce <box>4 817 41 821</box>
paragraph: Lekce 1 mg/0.5 ml injekční roztok <box>4 12 55 16</box>
paragraph: U pacientů s poruchou funkce jater není nutná úprava dávky. Zkušenosti s podáváním semaglutidu pacientům s těžkou poruchou funkce jater jsou omezené. Při léčbě takových pacientů semaglutidem je třeba postupovat opatrně (viz bod 5.2). <box>4 218 304 227</box>
paragraph: Aby se zlepšila sledovatelnost biologických léčivých přípravků, má se přehledně zaznamenat název podaného přípravku a číslo šarže. <box>4 286 206 290</box>
section-heading: Farmakodynamické vlastnosti <box>4 907 53 911</box>
section-heading: Terapeutické indikace <box>4 78 40 82</box>
paragraph: 3 předplněná pera a 12 jednorázových jehel NovoFine Plus <box>4 1566 94 1570</box>
paragraph: Ve studiích fertility u potkanů semaglutid neovlivnil páření ani samčí fertilitu. U samic potkanů bylo pozorováno prodloužení estrálního cyklu a malé snížení počtu žlutých tělísek (ovulací) při dávkách spojených se ztrátou tělesné hmotnosti matky. <box>4 1389 300 1398</box>
paragraph: Přípravek Lekce se podává subkutánní injekcí do oblasti břicha, do stehna nebo do horní části paže. Místo injekce lze změnit bez úpravy dávky. Přípravek Lekce se nesmí podávat intravenózně ani intramuskulárně. <box>4 251 299 260</box>
paragraph: Lekce 0.5 mg/0.25 ml injekční roztok <box>4 8 60 12</box>
paragraph: Léčba semaglutidem v monoterapii 0,5 mg a 1 mg jednou týdně po dobu 30 týdnů byla porovnávána s placebem ve dvojitě zaslepené studii u 388 pacientů, jejichž onemocnění bylo nedostatečně kontrolováno dietou a cvičením. <box>4 1139 297 1148</box>
section-heading: Metformin <box>4 454 21 459</box>
paragraph: S pacienty s městnavým srdečním selháním třídy IV podle NYHA (New York Heart Association) nejsou žádné terapeutické zkušenosti, a proto se semaglutid u těchto pacientů nedoporučuje. <box>4 305 288 309</box>
paragraph: Studie kompatibility nejsou k dispozici, a proto nesmí být tento léčivý přípravek mísen s jinými léčivými přípravky. <box>4 1480 174 1484</box>
section-heading: Interakce s jinými léčivými přípravky a jiné formy interakce <box>4 382 99 386</box>
paragraph: Expozice semaglutidu se u zdravých jedinců zvyšuje úměrně dávce pro dávky mezi 0,5 mg a 2 mg jednou týdně. <box>4 1268 174 1273</box>
section-heading: Porucha funkce ledvin <box>4 1319 41 1323</box>
